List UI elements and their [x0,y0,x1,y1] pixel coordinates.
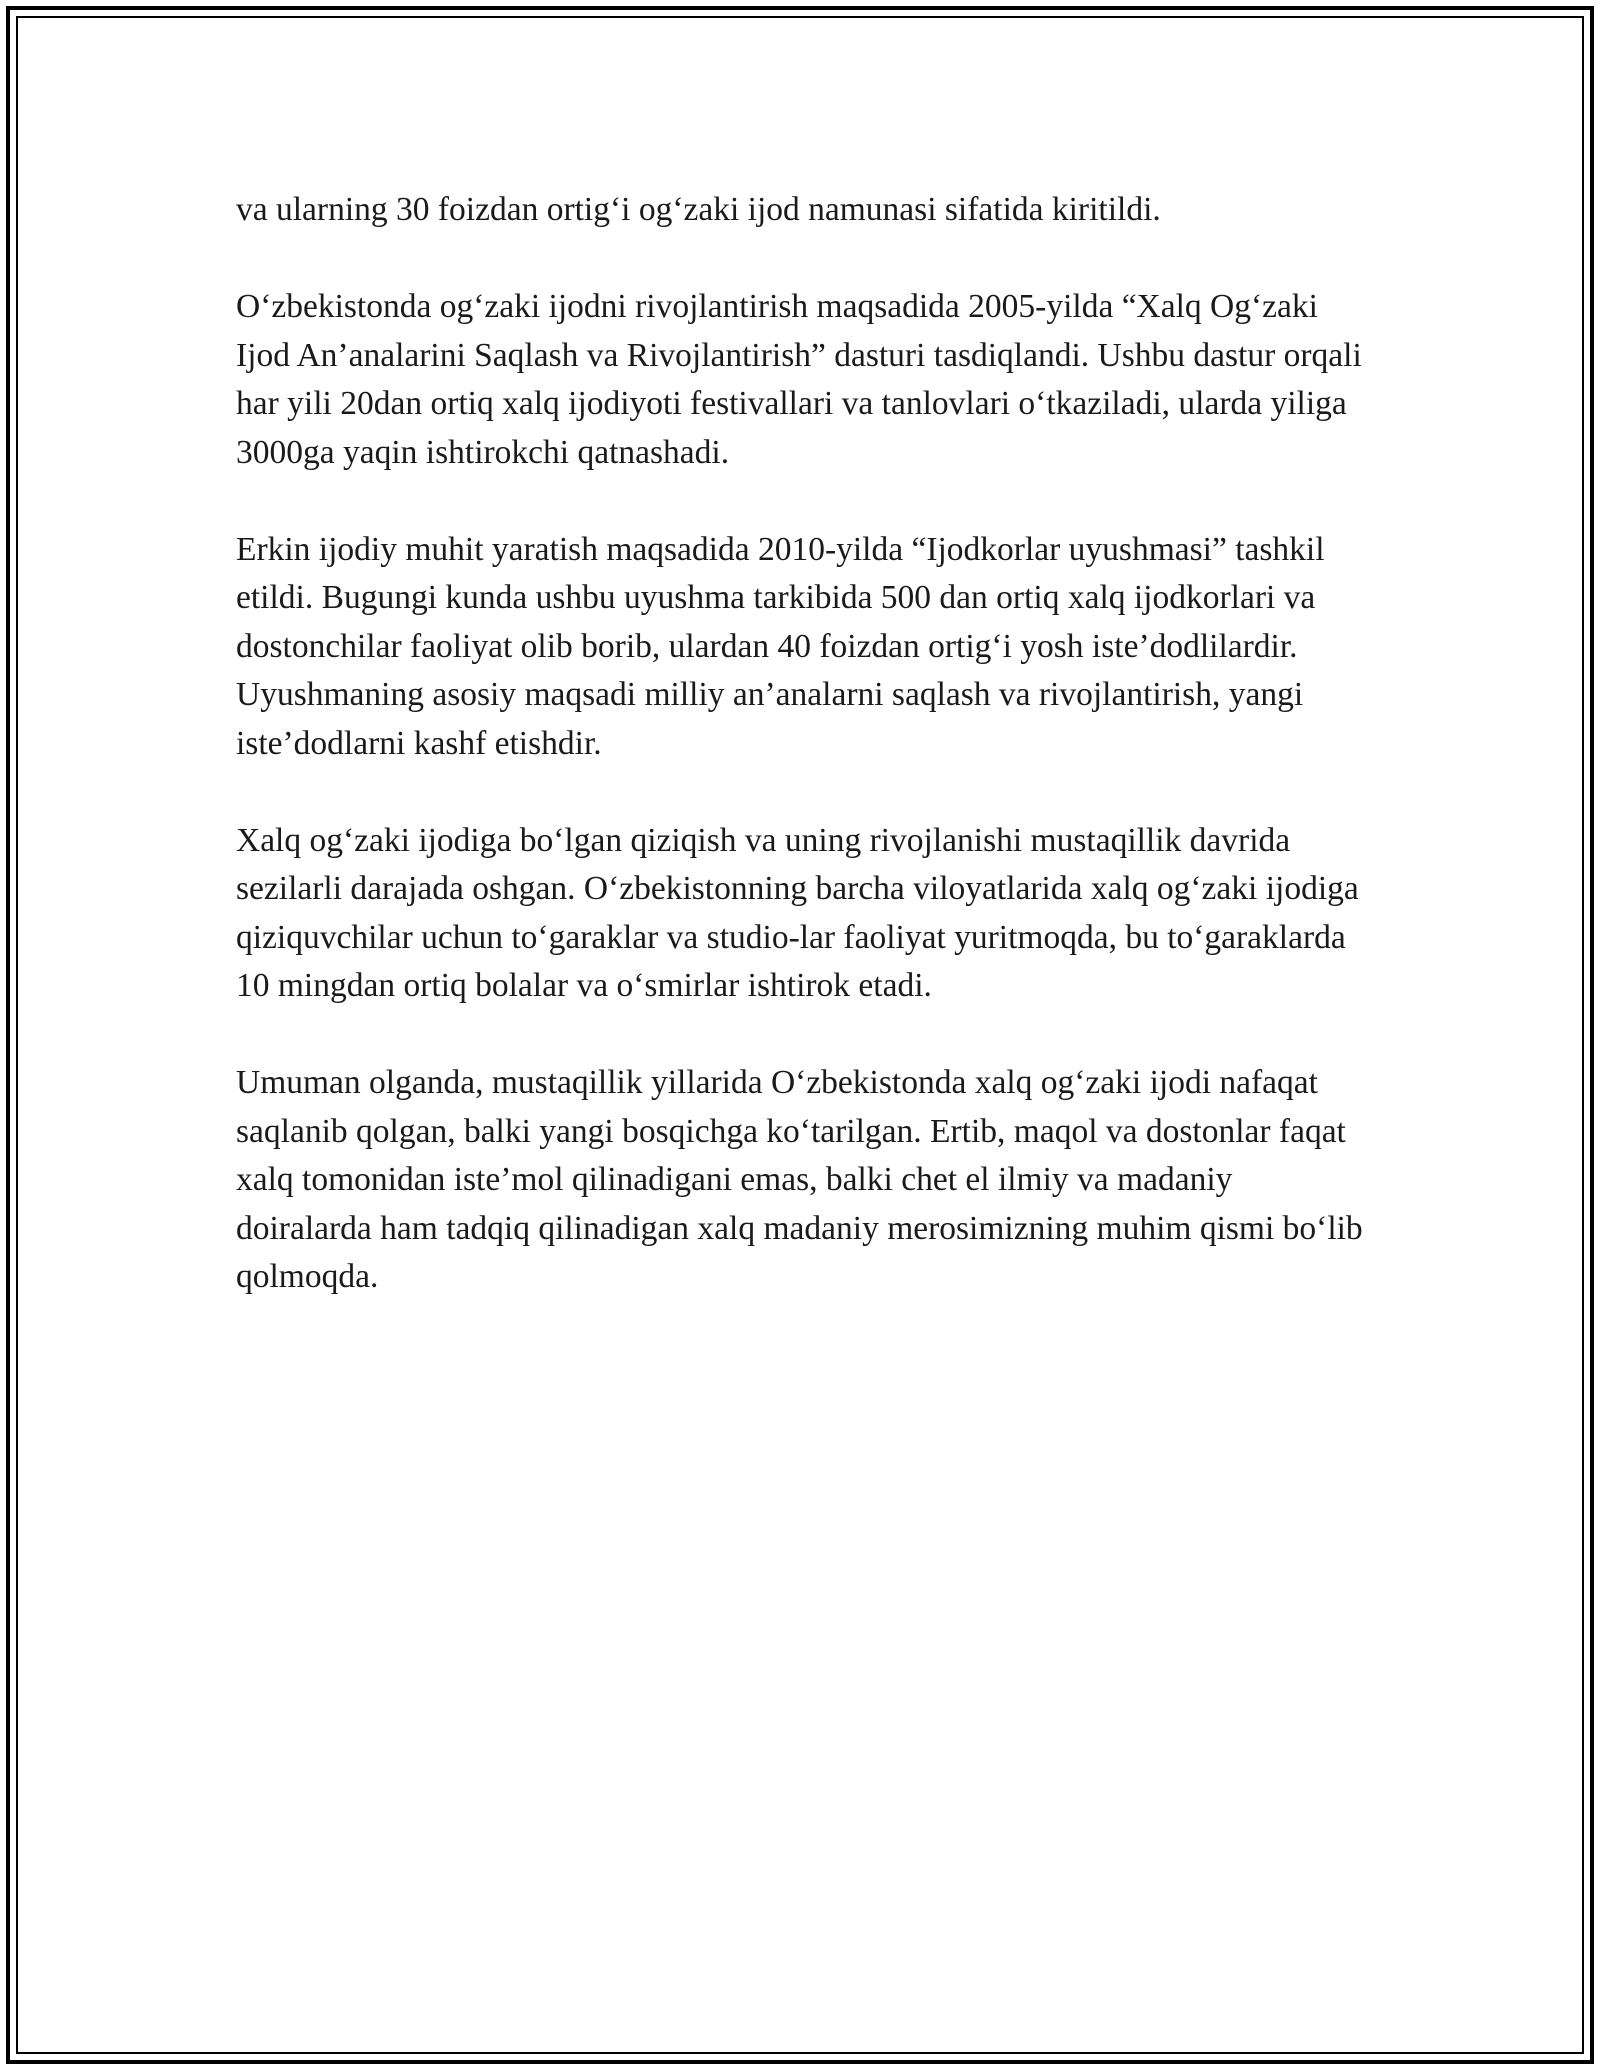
paragraph-3: Erkin ijodiy muhit yaratish maqsadida 2010-yilda “Ijodkorlar uyushmasi” tashkil etildi. Bugungi kunda ushbu uyushma tarkibida 500 dan ortiq xalq ijodkorlari va dostonchilar faoliyat olib borib, ulardan 40 foizdan ortig‘i yosh iste’dodlilardir. Uyushmaning asosiy maqsadi milliy an’analarni saqlash va rivojlantirish, yangi iste’dodlarni kashf etishdir. [236,530,1325,762]
paragraph-2: O‘zbekistonda og‘zaki ijodni rivojlantirish maqsadida 2005-yilda “Xalq Og‘zaki Ijod An’analarini Saqlash va Rivojlantirish” dasturi tasdiqlandi. Ushbu dastur orqali har yili 20dan ortiq xalq ijodiyoti festivallari va tanlovlari o‘tkaziladi, ularda yiliga 3000ga yaqin ishtirokchi qatnashadi. [236,288,1362,471]
paragraph-5: Umuman olganda, mustaqillik yillarida O‘zbekistonda xalq og‘zaki ijodi nafaqat saqlanib qolgan, balki yangi bosqichga ko‘tarilgan. Ertib, maqol va dostonlar faqat xalq tomonidan iste’mol qilinadigani emas, balki chet el ilmiy va madaniy doiralarda ham tadqiq qilinadigan xalq madaniy merosimizning muhim qismi bo‘lib qolmoqda. [236,1064,1363,1295]
paragraph-4: Xalq og‘zaki ijodiga bo‘lgan qiziqish va uning rivojlanishi mustaqillik davrida sezilarli darajada oshgan. O‘zbekistonning barcha viloyatlarida xalq og‘zaki ijodiga qiziquvchilar uchun to‘garaklar va studio-lar faoliyat yuritmoqda, bu to‘garaklarda 10 mingdan ortiq bolalar va o‘smirlar ishtirok etadi. [236,821,1359,1004]
paragraph-1: va ularning 30 foizdan ortig‘i og‘zaki ijod namunasi sifatida kiritildi. [236,191,1161,228]
document-body [236,186,1376,1302]
